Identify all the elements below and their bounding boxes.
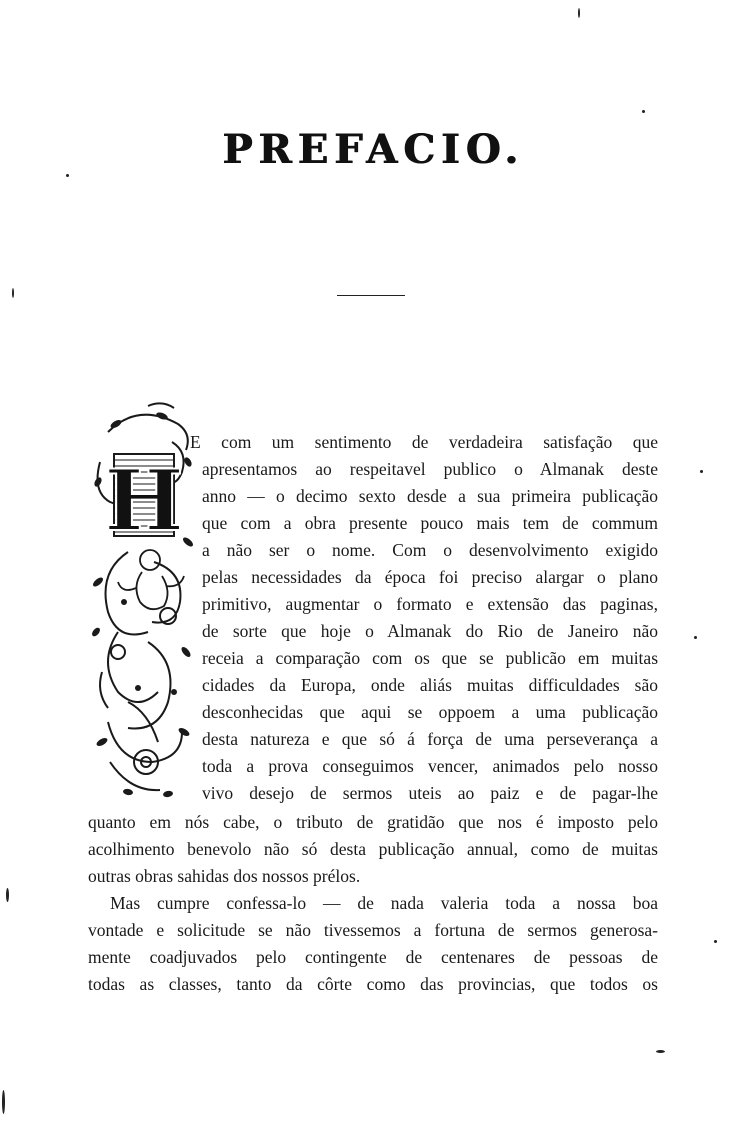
- text-line: vontade e solicitude se não tivessemos a fortuna de sermos generosa-: [88, 920, 658, 940]
- scan-speck: [66, 174, 69, 177]
- text-line: E com um sentimento de verdadeira satisfação que: [190, 432, 658, 452]
- text-line: pelas necessidades da época foi preciso alargar o plano: [202, 567, 658, 587]
- scan-speck: [700, 470, 703, 473]
- text-line: Mas cumpre confessa-lo — de nada valeria toda a nossa boa: [110, 893, 658, 913]
- text-line: primitivo, augmentar o formato e extensão das paginas,: [202, 594, 658, 614]
- text-line: vivo desejo de sermos uteis ao paiz e de pagar-lhe: [202, 783, 658, 803]
- initial-letter: H: [104, 451, 184, 550]
- text-line: de sorte que hoje o Almanak do Rio de Janeiro não: [202, 621, 658, 641]
- text-line: desconhecidas que aqui se oppoem a uma publicação: [202, 702, 658, 722]
- scan-speck: [656, 1050, 665, 1053]
- scan-speck: [694, 636, 697, 639]
- text-line: cidades da Europa, onde aliás muitas difficuldades são: [202, 675, 658, 695]
- scan-speck: [714, 940, 717, 943]
- text-line: anno — o decimo sexto desde a sua primeira publicação: [202, 486, 658, 506]
- page-title: PREFACIO.: [222, 126, 524, 173]
- scan-speck: [2, 1090, 5, 1114]
- text-line: outras obras sahidas dos nossos prélos.: [88, 866, 361, 886]
- scan-speck: [578, 8, 580, 18]
- text-line: desta natureza e que só á força de uma perseverança a: [202, 729, 658, 749]
- text-line: todas as classes, tanto da côrte como das provincias, que todos os: [88, 974, 658, 994]
- scan-speck: [12, 288, 14, 298]
- scan-speck: [6, 888, 9, 902]
- text-line: mente coadjuvados pelo contingente de centenares de pessoas de: [88, 947, 658, 967]
- text-line: toda a prova conseguimos vencer, animados pelo nosso: [202, 756, 658, 776]
- text-line: quanto em nós cabe, o tributo de gratidão que nos é imposto pelo: [88, 812, 658, 832]
- text-line: apresentamos ao respeitavel publico o Almanak deste: [202, 459, 658, 479]
- text-line: acolhimento benevolo não só desta publicação annual, como de muitas: [88, 839, 658, 859]
- scan-speck: [642, 110, 645, 113]
- text-line: a não ser o nome. Com o desenvolvimento exigido: [202, 540, 658, 560]
- text-line: receia a comparação com os que se publicão em muitas: [202, 648, 658, 668]
- text-line: que com a obra presente pouco mais tem de commum: [202, 513, 658, 533]
